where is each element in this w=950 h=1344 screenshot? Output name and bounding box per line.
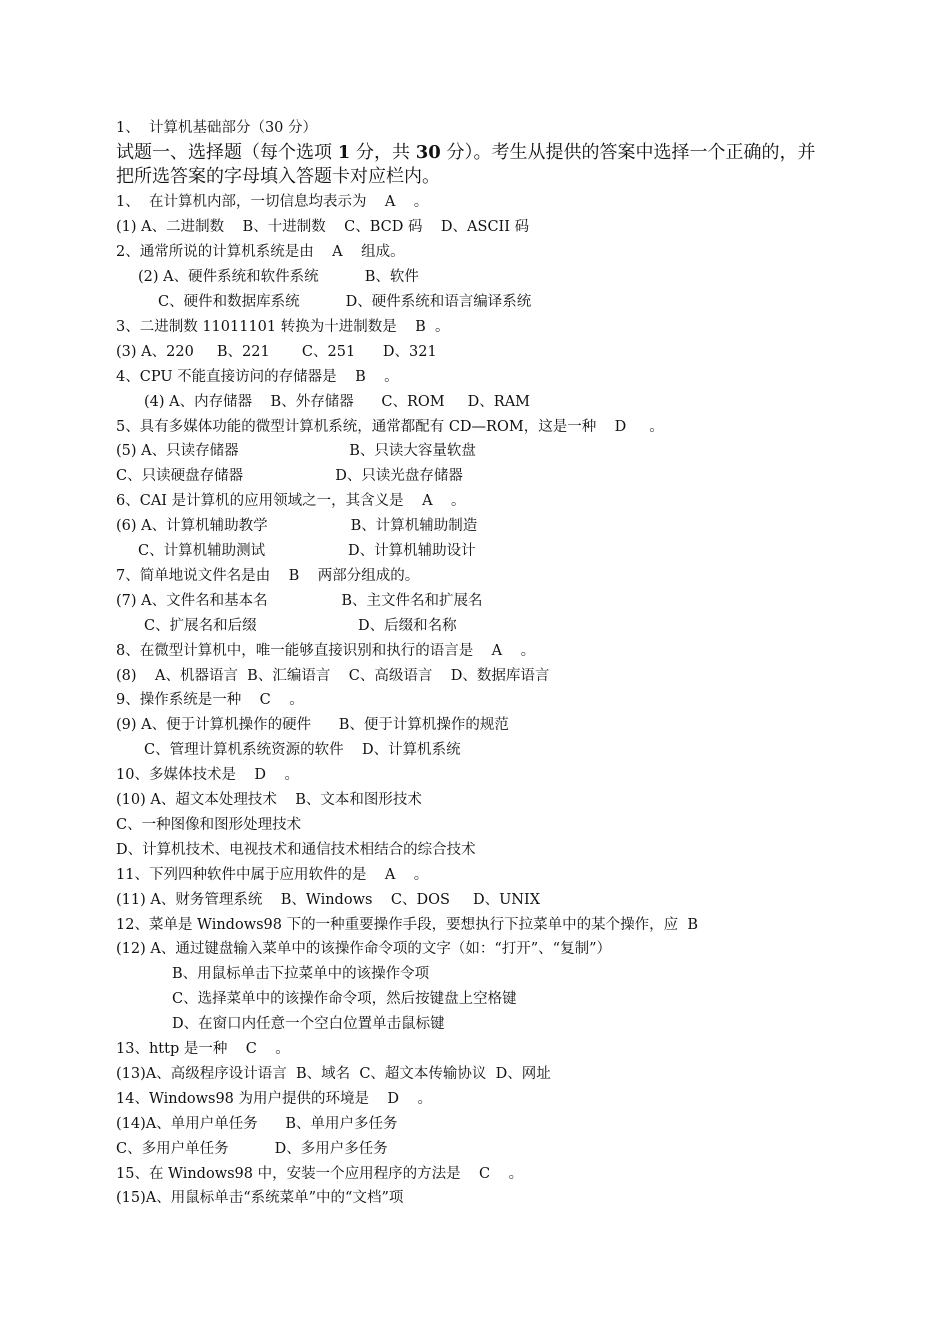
question-11: 11、下列四种软件中属于应用软件的是 A 。 [116,867,429,883]
question-10: 10、多媒体技术是 D 。 [116,767,299,783]
intro-points-per-item: 1 [337,142,351,163]
question-3: 3、二进制数 11011101 转换为十进制数是 B 。 [116,319,450,335]
options-6a: (6) A、计算机辅助教学 B、计算机辅助制造 [116,518,478,534]
question-13: 13、http 是一种 C 。 [116,1041,290,1057]
question-15: 15、在 Windows98 中，安装一个应用程序的方法是 C 。 [116,1166,524,1182]
intro-text: 分）。考生从提供的答案中选择一个正确的，并 [440,142,816,163]
options-8: (8) A、机器语言 B、汇编语言 C、高级语言 D、数据库语言 [116,668,550,684]
options-9b: C、管理计算机系统资源的软件 D、计算机系统 [144,742,461,758]
options-6b: C、计算机辅助测试 D、计算机辅助设计 [138,543,476,559]
section-heading: 1、 计算机基础部分（30 分） [116,120,318,136]
options-2b: C、硬件和数据库系统 D、硬件系统和语言编译系统 [158,294,532,310]
question-1: 1、 在计算机内部，一切信息均表示为 A 。 [116,194,429,210]
question-2: 2、通常所说的计算机系统是由 A 组成。 [116,244,405,260]
intro-total-points: 30 [415,142,441,163]
options-10b: C、一种图像和图形处理技术 [116,817,302,833]
question-8: 8、在微型计算机中，唯一能够直接识别和执行的语言是 A 。 [116,643,536,659]
intro-text: 分，共 [350,142,416,163]
options-1: (1) A、二进制数 B、十进制数 C、BCD 码 D、ASCII 码 [116,219,530,235]
options-13: (13)A、高级程序设计语言 B、域名 C、超文本传输协议 D、网址 [116,1066,551,1082]
options-7b: C、扩展名和后缀 D、后缀和名称 [144,618,457,634]
options-10a: (10) A、超文本处理技术 B、文本和图形技术 [116,792,422,808]
options-11: (11) A、财务管理系统 B、Windows C、DOS D、UNIX [116,892,541,908]
question-7: 7、简单地说文件名是由 B 两部分组成的。 [116,568,420,584]
options-12c: C、选择菜单中的该操作命令项，然后按键盘上空格键 [172,991,517,1007]
intro-text: 试题一、选择题（每个选项 [116,142,338,163]
question-9: 9、操作系统是一种 C 。 [116,692,304,708]
options-7a: (7) A、文件名和基本名 B、主文件名和扩展名 [116,593,483,609]
intro-line-1 [116,141,816,165]
question-6: 6、CAI 是计算机的应用领域之一，其含义是 A 。 [116,493,466,509]
options-4: (4) A、内存储器 B、外存储器 C、ROM D、RAM [144,394,531,410]
options-12a: (12) A、通过键盘输入菜单中的该操作命令项的文字（如：“打开”、“复制”） [116,941,611,957]
options-2a: (2) A、硬件系统和软件系统 B、软件 [138,269,419,285]
options-9a: (9) A、便于计算机操作的硬件 B、便于计算机操作的规范 [116,717,509,733]
options-12b: B、用鼠标单击下拉菜单中的该操作令项 [172,966,430,982]
question-4: 4、CPU 不能直接访问的存储器是 B 。 [116,369,399,385]
question-5: 5、具有多媒体功能的微型计算机系统，通常都配有 CD—ROM，这是一种 D 。 [116,419,664,435]
options-12d: D、在窗口内任意一个空白位置单击鼠标键 [172,1016,445,1032]
options-10c: D、计算机技术、电视技术和通信技术相结合的综合技术 [116,842,476,858]
question-14: 14、Windows98 为用户提供的环境是 D 。 [116,1091,432,1107]
options-5a: (5) A、只读存储器 B、只读大容量软盘 [116,443,476,459]
intro-line-2: 把所选答案的字母填入答题卡对应栏内。 [116,166,440,187]
options-15a: (15)A、用鼠标单击“系统菜单”中的“文档”项 [116,1190,404,1206]
options-14a: (14)A、单用户单任务 B、单用户多任务 [116,1116,398,1132]
options-14b: C、多用户单任务 D、多用户多任务 [116,1141,388,1157]
options-5b: C、只读硬盘存储器 D、只读光盘存储器 [116,468,463,484]
question-12: 12、菜单是 Windows98 下的一种重要操作手段，要想执行下拉菜单中的某个操作，应 B [116,917,698,933]
options-3: (3) A、220 B、221 C、251 D、321 [116,344,437,360]
